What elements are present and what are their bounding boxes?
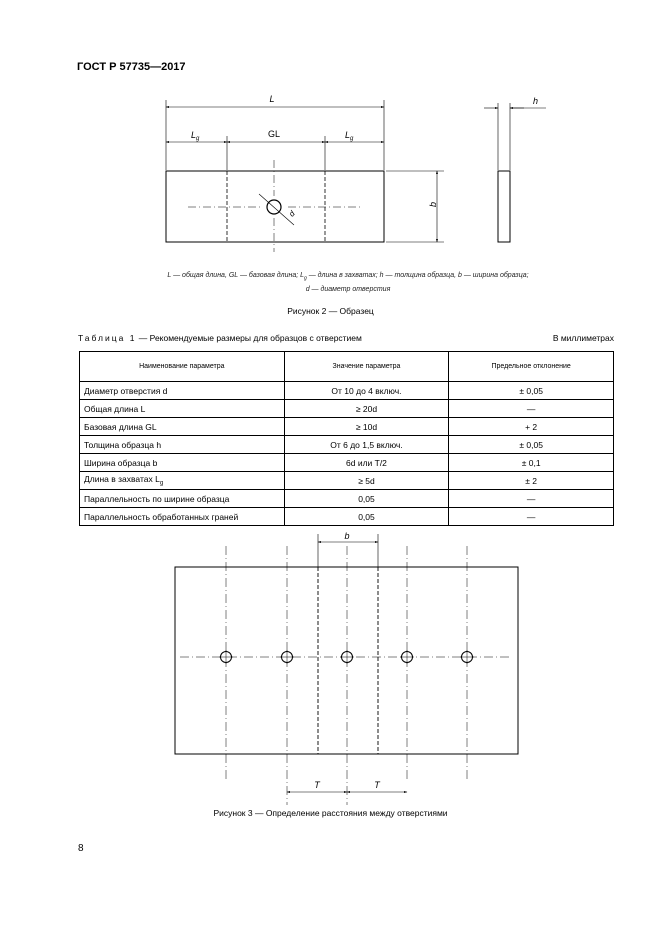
table-row <box>80 418 614 436</box>
param-tolerance: — <box>449 490 614 508</box>
figure-2-caption: Рисунок 2 — Образец <box>287 306 374 316</box>
fig3-dim-T-right-label: T <box>374 780 380 790</box>
param-value: 0,05 <box>284 508 449 526</box>
param-tolerance: — <box>449 400 614 418</box>
figure-2-legend <box>118 270 578 295</box>
dim-GL-label: GL <box>267 129 281 139</box>
table-number: Таблица 1 <box>78 333 137 343</box>
figure-3-drawing <box>0 520 661 805</box>
table-row <box>80 490 614 508</box>
param-tolerance: ± 0,1 <box>449 454 614 472</box>
param-name: Общая длина L <box>80 400 285 418</box>
param-name: Параллельность обработанных граней <box>80 508 285 526</box>
param-name: Параллельность по ширине образца <box>80 490 285 508</box>
param-name: Базовая длина GL <box>80 418 285 436</box>
param-name: Ширина образца b <box>80 454 285 472</box>
parameters-table <box>79 351 614 526</box>
dim-Lg-right-label: $L_g$ <box>345 130 354 142</box>
param-value: ≥ 10d <box>284 418 449 436</box>
header-parameter-value: Значение параметра <box>284 352 449 382</box>
param-tolerance: ± 2 <box>449 472 614 490</box>
param-name: Толщина образца h <box>80 436 285 454</box>
param-name: Диаметр отверстия d <box>80 382 285 400</box>
figure-2-drawing <box>0 0 661 270</box>
figure-3-caption: Рисунок 3 — Определение расстояния между отверстиями <box>213 808 448 818</box>
document-header: ГОСТ Р 57735—2017 <box>77 61 186 73</box>
param-tolerance: ± 0,05 <box>449 382 614 400</box>
specimen-side-view <box>498 171 510 242</box>
legend-line-1-rest: — длина в захватах; h — толщина образца, b — ширина образца; <box>306 272 529 279</box>
table-header-row <box>80 352 614 382</box>
param-value: 0,05 <box>284 490 449 508</box>
table-row <box>80 472 614 490</box>
table-row <box>80 436 614 454</box>
param-name: Длина в захватах $L_g$ <box>80 472 285 490</box>
header-tolerance: Предельное отклонение <box>449 352 614 382</box>
dim-b-label: b <box>428 201 438 207</box>
param-value: От 10 до 4 включ. <box>284 382 449 400</box>
param-value: ≥ 5d <box>284 472 449 490</box>
dim-h-label: h <box>533 96 539 106</box>
table-row <box>80 382 614 400</box>
dim-Lg-left-label: $L_g$ <box>191 130 200 142</box>
table-units: В миллиметрах <box>552 333 614 343</box>
fig3-dim-b-label: b <box>344 531 350 541</box>
param-tolerance: ± 0,05 <box>449 436 614 454</box>
dim-L-label: L <box>269 94 275 104</box>
dim-d-label: d <box>287 209 297 219</box>
table-row <box>80 400 614 418</box>
table-title-text: — Рекомендуемые размеры для образцов с отверстием <box>136 333 362 343</box>
table-row <box>80 454 614 472</box>
page-number: 8 <box>78 843 84 854</box>
table-title <box>78 333 362 343</box>
legend-sub-g: g <box>304 275 307 282</box>
param-tolerance: — <box>449 508 614 526</box>
param-value: ≥ 20d <box>284 400 449 418</box>
param-value: 6d или T/2 <box>284 454 449 472</box>
legend-line-2: d — диаметр отверстия <box>305 286 391 294</box>
param-tolerance: + 2 <box>449 418 614 436</box>
param-value: От 6 до 1,5 включ. <box>284 436 449 454</box>
legend-line-1: L — общая длина, GL — базовая длина; L <box>167 272 304 279</box>
header-parameter-name: Наименование параметра <box>80 352 285 382</box>
specimen-outline <box>166 171 384 242</box>
fig3-dim-T-left-label: T <box>314 780 320 790</box>
